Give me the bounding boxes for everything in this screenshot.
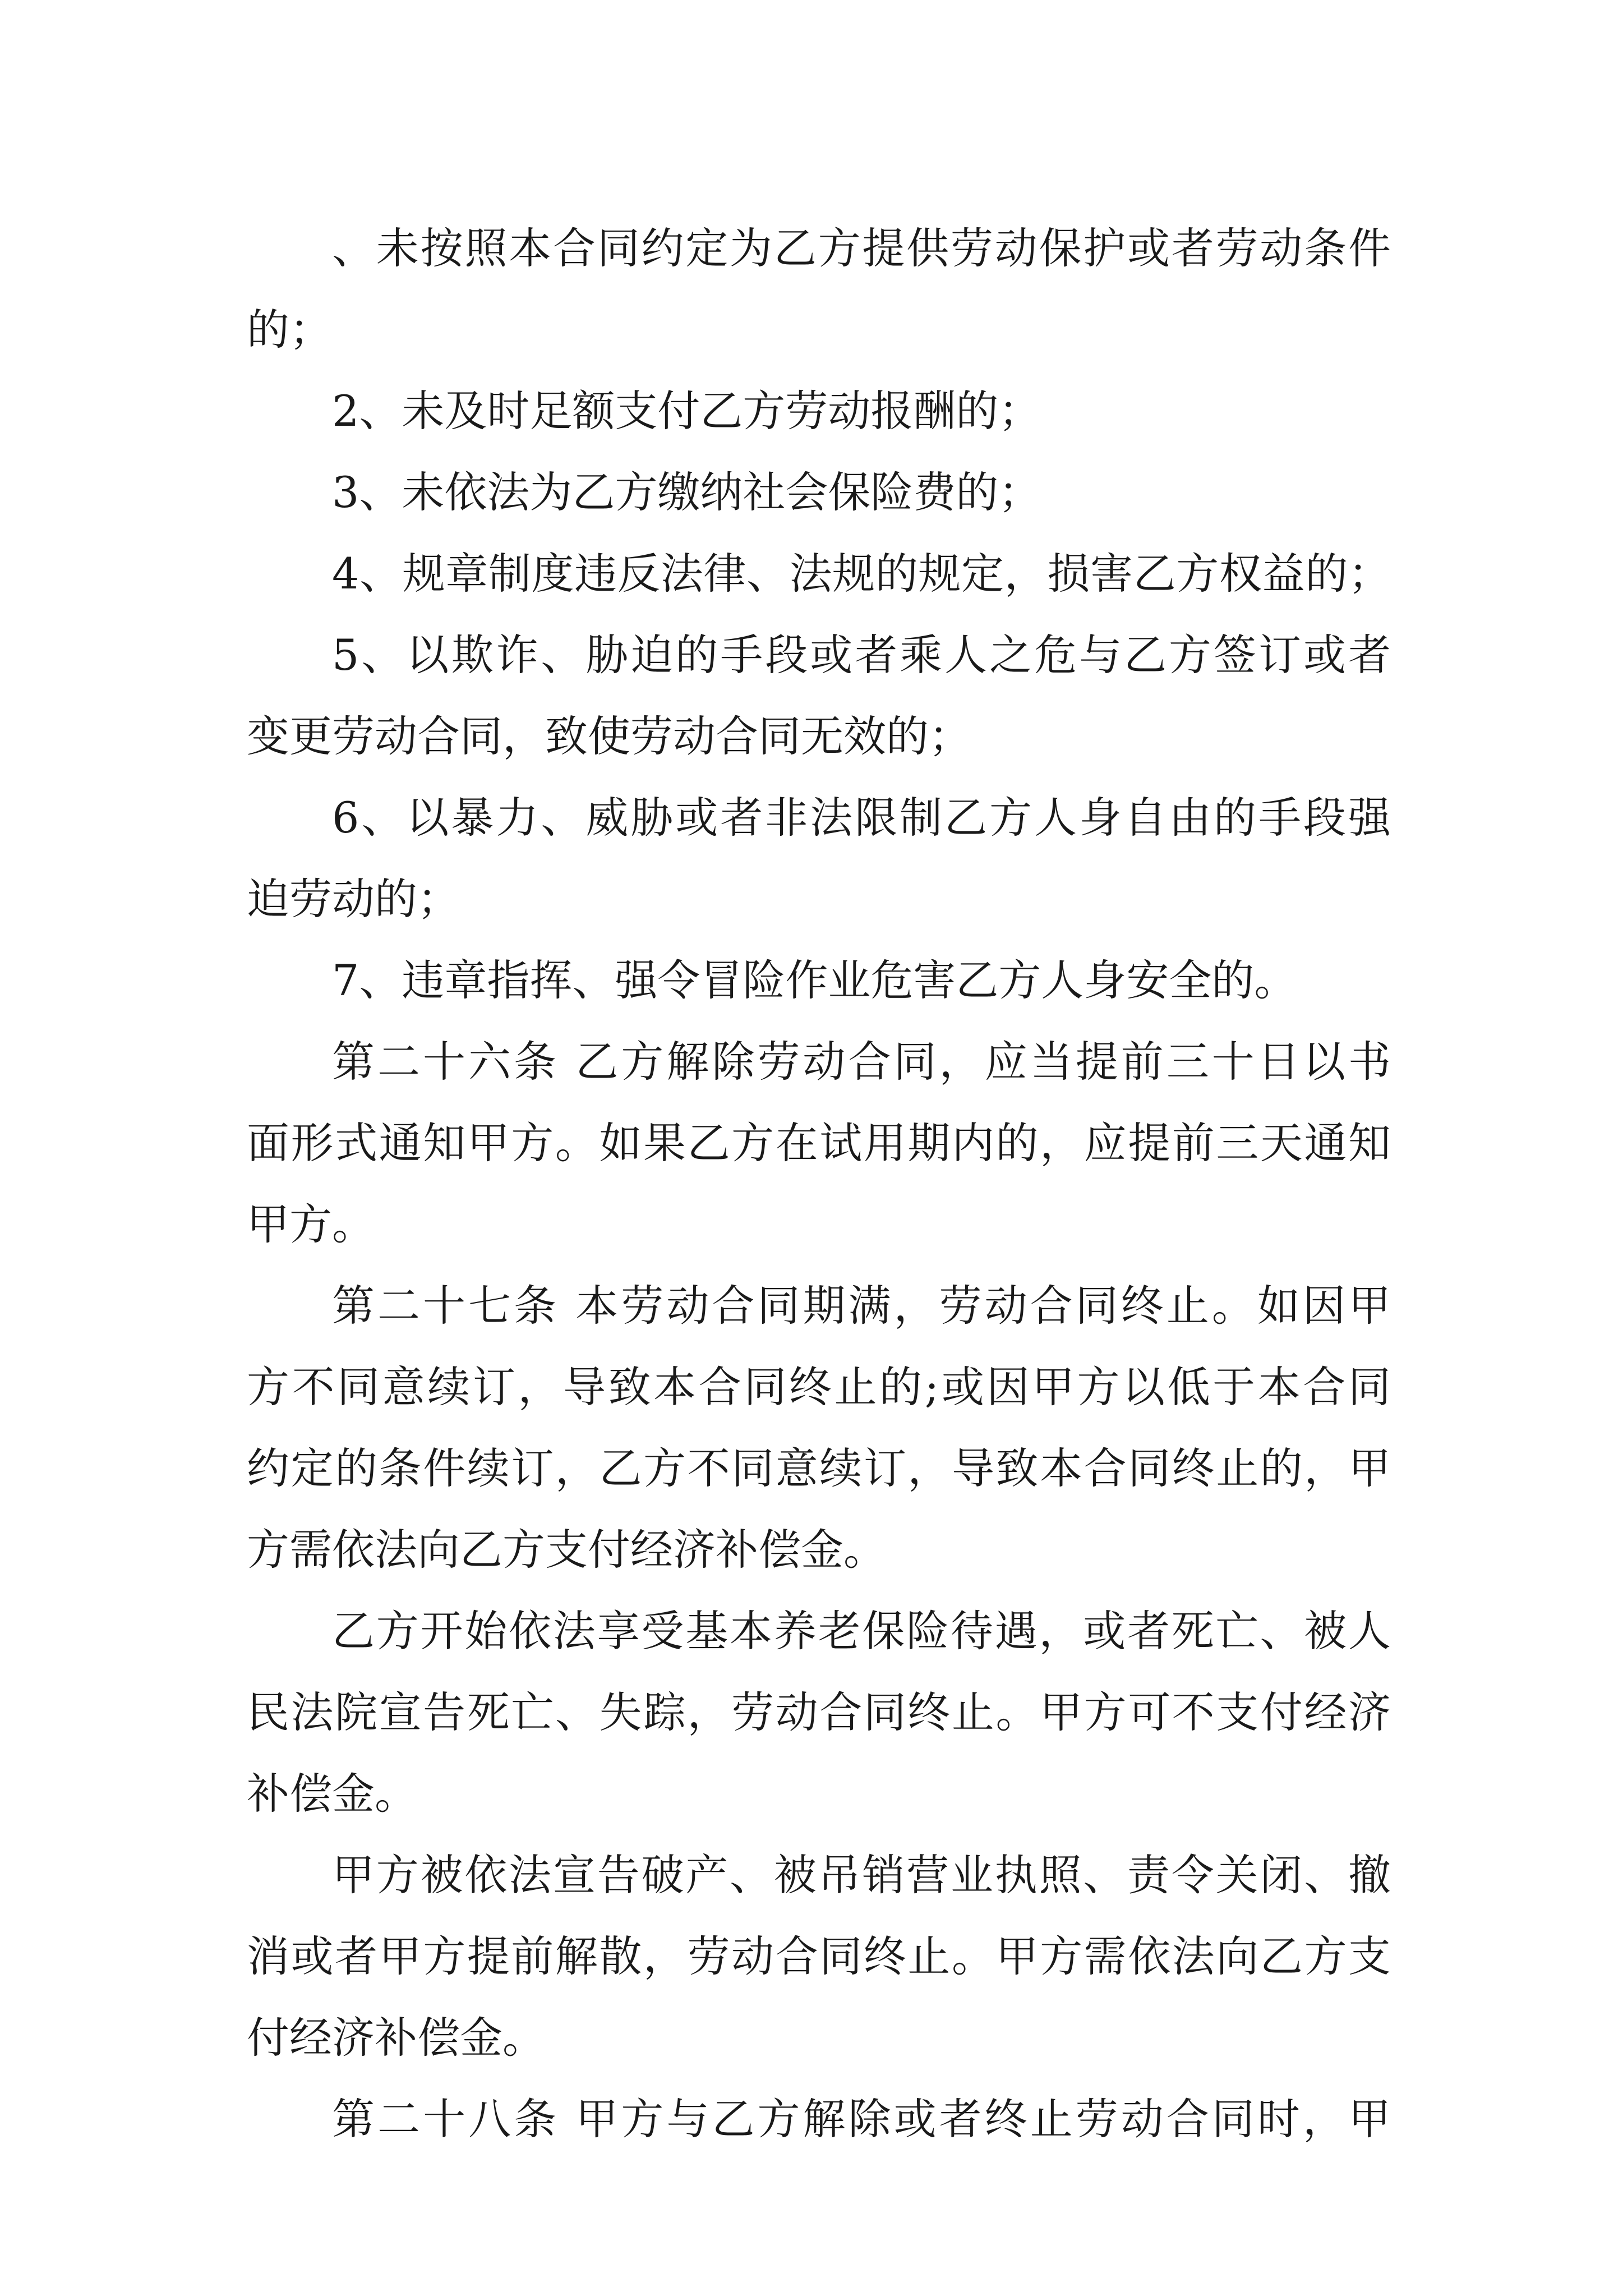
text-line: 消或者甲方提前解散，劳动合同终止。甲方需依法向乙方支 (247, 1931, 1391, 1981)
text-line: 第二十七条 本劳动合同期满，劳动合同终止。如因甲 (332, 1281, 1391, 1331)
text-line: 付经济补偿金。 (247, 2013, 545, 2063)
text-line: 方需依法向乙方支付经济补偿金。 (247, 1525, 886, 1575)
text-line: 甲方。 (247, 1199, 375, 1249)
text-line: 5、以欺诈、胁迫的手段或者乘人之危与乙方签订或者 (332, 630, 1391, 680)
text-line: 面形式通知甲方。如果乙方在试用期内的，应提前三天通知 (247, 1118, 1391, 1168)
text-line: 约定的条件续订，乙方不同意续订，导致本合同终止的，甲 (247, 1443, 1391, 1493)
text-line: 4、规章制度违反法律、法规的规定，损害乙方权益的； (332, 549, 1391, 599)
text-line: 第二十八条 甲方与乙方解除或者终止劳动合同时，甲 (332, 2094, 1391, 2144)
text-line: 第二十六条 乙方解除劳动合同，应当提前三十日以书 (332, 1037, 1391, 1087)
text-line: 民法院宣告死亡、失踪，劳动合同终止。甲方可不支付经济 (247, 1687, 1391, 1737)
text-line: 方不同意续订，导致本合同终止的;或因甲方以低于本合同 (247, 1362, 1391, 1412)
text-line: 甲方被依法宣告破产、被吊销营业执照、责令关闭、撤 (332, 1850, 1391, 1900)
text-line: 6、以暴力、威胁或者非法限制乙方人身自由的手段强 (332, 793, 1391, 843)
text-line: 、未按照本合同约定为乙方提供劳动保护或者劳动条件 (332, 223, 1391, 273)
text-line: 迫劳动的； (247, 874, 460, 924)
text-line: 变更劳动合同，致使劳动合同无效的； (247, 711, 971, 761)
text-line: 的； (247, 305, 332, 355)
text-line: 3、未依法为乙方缴纳社会保险费的； (332, 467, 1041, 517)
contract-body (247, 208, 1391, 2160)
text-line: 7、违章指挥、强令冒险作业危害乙方人身安全的。 (332, 955, 1297, 1005)
text-line: 补偿金。 (247, 1769, 417, 1819)
text-line: 乙方开始依法享受基本养老保险待遇，或者死亡、被人 (332, 1606, 1391, 1656)
text-line: 2、未及时足额支付乙方劳动报酬的； (332, 386, 1041, 436)
